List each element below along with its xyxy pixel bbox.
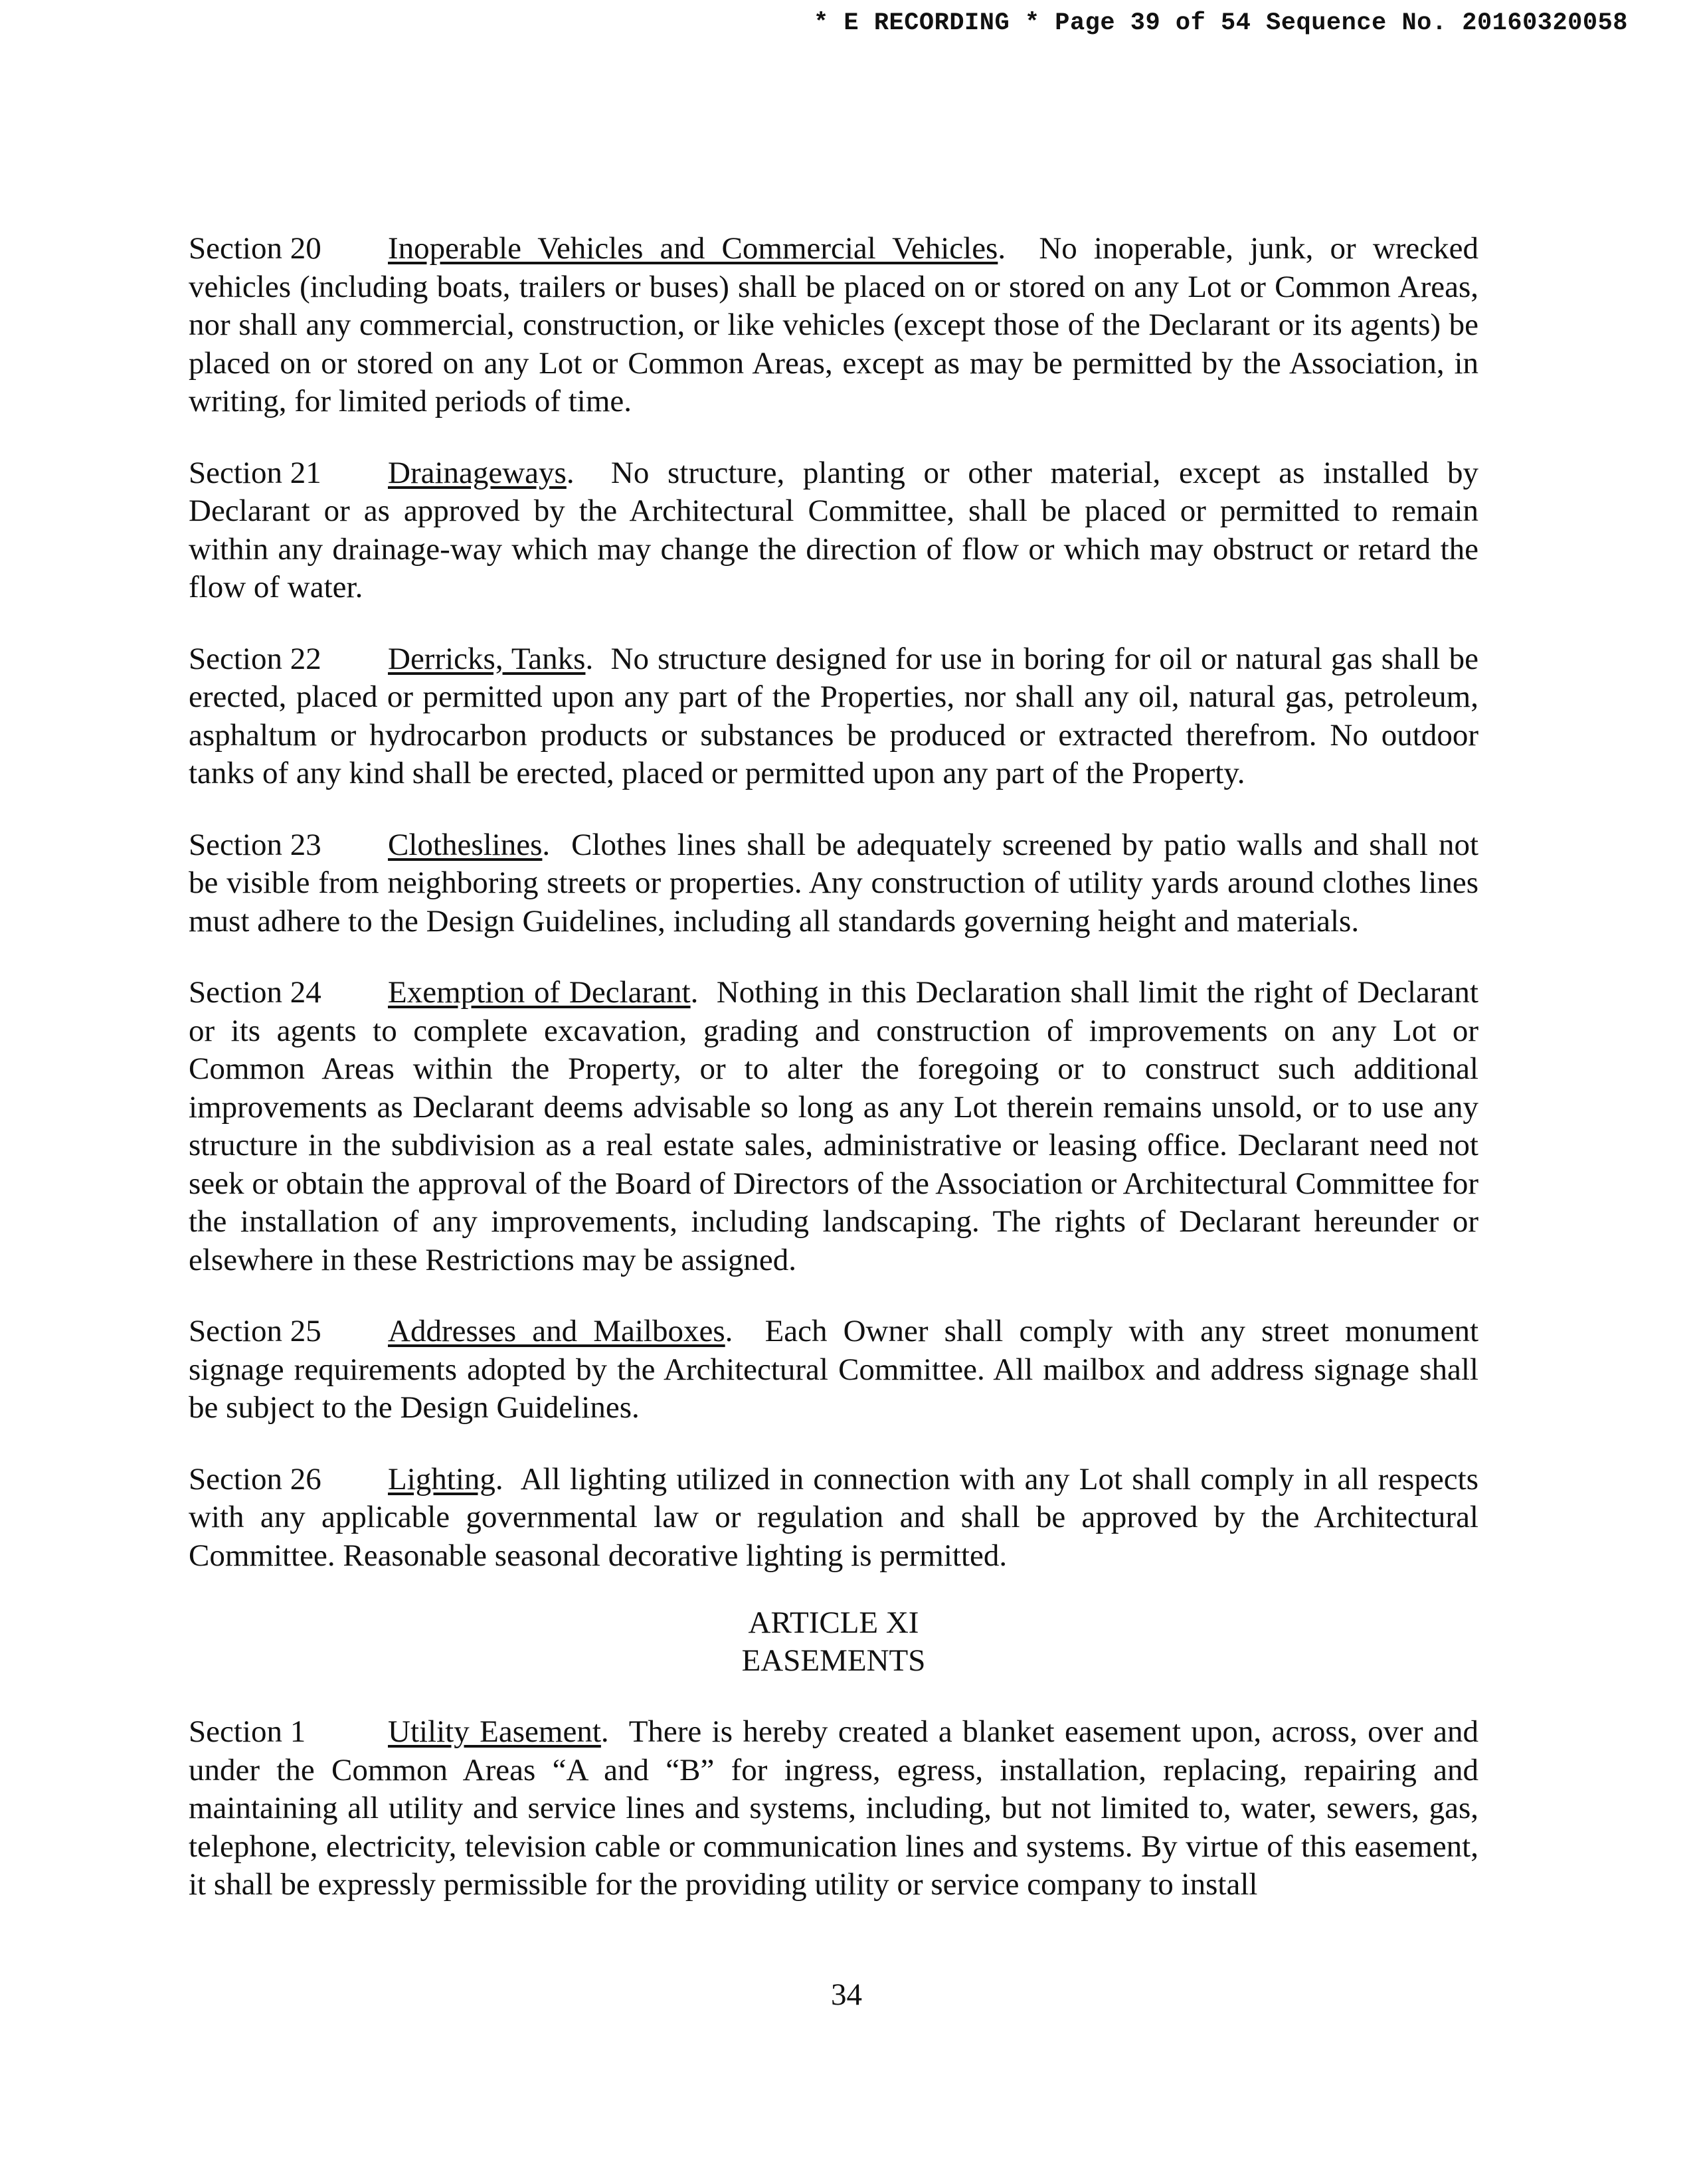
document-body: [189, 230, 1478, 1938]
section-title: Clotheslines: [388, 827, 543, 862]
article-heading: [189, 1604, 1478, 1680]
section-text: All lighting utilized in connection with any Lot shall comply in all respects with any applicable governmental law or regulation and shall be approved by the Architectural Committee. Reasonable seasonal decorative lighting is permitted.: [189, 1461, 1478, 1573]
article-title: EASEMENTS: [741, 1643, 926, 1678]
section-label: Section 1: [189, 1714, 306, 1749]
section-text: No structure, planting or other material, except as installed by Declarant or as approved by the Architectural Committee, shall be placed or permitted to remain within any drainage-way which may change the direction of flow or which may obstruct or retard the flow of water.: [189, 455, 1478, 604]
section-text: No structure designed for use in boring for oil or natural gas shall be erected, placed or permitted upon any part of the Properties, nor shall any oil, natural gas, petroleum, asphaltum or hydrocarbon products or substances be produced or extracted therefrom. No outdoor tanks of any kind shall be erected, placed or permitted upon any part of the Property.: [189, 641, 1479, 790]
section-26: Section 26 Lighting. All lighting utilized in connection with any Lot shall comply in all respects with any applicable governmental law or regulation and shall be approved by the Architectural Committee. Reasonable seasonal decorative lighting is permitted.: [189, 1461, 1478, 1573]
section-title: Lighting: [388, 1461, 495, 1497]
section-label: Section 22: [189, 641, 321, 676]
section-title: Inoperable Vehicles and Commercial Vehicles: [388, 231, 998, 266]
section-title: Addresses and Mailboxes: [388, 1314, 725, 1348]
section-label: Section 21: [189, 455, 321, 490]
section-text: Each Owner shall comply with any street monument signage requirements adopted by the Architectural Committee. All mailbox and address signage shall be subject to the Design Guidelines.: [189, 1314, 1479, 1425]
section-text: Nothing in this Declaration shall limit the right of Declarant or its agents to complete excavation, grading and construction of improvements on any Lot or Common Areas within the Property, or to alter the foregoing or to construct such additional improvements as Declarant deems advisable so long as any Lot therein remains unsold, or to use any structure in the subdivision as a real estate sales, administrative or leasing office. Declarant need not seek or obtain the approval of the Board of Directors of the Association or Architectural Committee for the installation of any improvements, including landscaping. The rights of Declarant hereunder or elsewhere in these Restrictions may be assigned.: [189, 975, 1478, 1277]
section-label: Section 23: [189, 827, 321, 862]
section-25: Section 25 Addresses and Mailboxes. Each Owner shall comply with any street monument signage requirements adopted by the Architectural Committee. All mailbox and address signage shall be subject to the Design Guidelines.: [189, 1314, 1479, 1425]
page-number: 34: [831, 1977, 862, 2012]
section-title: Drainageways: [388, 455, 567, 490]
section-title: Exemption of Declarant: [388, 975, 691, 1010]
section-text: No inoperable, junk, or wrecked vehicles (including boats, trailers or buses) shall be placed on or stored on any Lot or Common Areas, nor shall any commercial, construction, or like vehicles (except those of the Declarant or its agents) be placed on or stored on any Lot or Common Areas, except as may be permitted by the Association, in writing, for limited periods of time.: [189, 231, 1478, 418]
article-section-1: Section 1 Utility Easement. There is hereby created a blanket easement upon, across, over and under the Common Areas “A and “B” for ingress, egress, installation, replacing, repairing and maintaining all utility and service lines and systems, including, but not limited to, water, sewers, gas, telephone, electricity, television cable or communication lines and systems. By virtue of this easement, it shall be expressly permissible for the providing utility or service company to install: [189, 1714, 1478, 1902]
section-text: There is hereby created a blanket easement upon, across, over and under the Common Areas “A and “B” for ingress, egress, installation, replacing, repairing and maintaining all utility and service lines and systems, including, but not limited to, water, sewers, gas, telephone, electricity, television cable or communication lines and systems. By virtue of this easement, it shall be expressly permissible for the providing utility or service company to install: [189, 1714, 1478, 1902]
section-title: Derricks, Tanks: [388, 641, 586, 676]
section-text: Clothes lines shall be adequately screened by patio walls and shall not be visible from neighboring streets or properties. Any construction of utility yards around clothes lines must adhere to the Design Guidelines, including all standards governing height and materials.: [189, 827, 1478, 939]
section-title: Utility Easement: [388, 1714, 601, 1749]
section-22: Section 22 Derricks, Tanks. No structure designed for use in boring for oil or natural gas shall be erected, placed or permitted upon any part of the Properties, nor shall any oil, natural gas, petroleum, asphaltum or hydrocarbon products or substances be produced or extracted therefrom. No outdoor tanks of any kind shall be erected, placed or permitted upon any part of the Property.: [189, 641, 1479, 790]
article-number: ARTICLE XI: [748, 1605, 919, 1640]
section-label: Section 20: [189, 231, 321, 266]
recording-header: * E RECORDING * Page 39 of 54 Sequence No. 20160320058: [814, 9, 1628, 37]
section-label: Section 26: [189, 1461, 321, 1497]
section-20: Section 20 Inoperable Vehicles and Commercial Vehicles. No inoperable, junk, or wrecked vehicles (including boats, trailers or buses) shall be placed on or stored on any Lot or Common Areas, nor shall any commercial, construction, or like vehicles (except those of the Declarant or its agents) be placed on or stored on any Lot or Common Areas, except as may be permitted by the Association, in writing, for limited periods of time.: [189, 231, 1478, 418]
section-24: Section 24 Exemption of Declarant. Nothing in this Declaration shall limit the right of Declarant or its agents to complete excavation, grading and construction of improvements on any Lot or Common Areas within the Property, or to alter the foregoing or to construct such additional improvements as Declarant deems advisable so long as any Lot therein remains unsold, or to use any structure in the subdivision as a real estate sales, administrative or leasing office. Declarant need not seek or obtain the approval of the Board of Directors of the Association or Architectural Committee for the installation of any improvements, including landscaping. The rights of Declarant hereunder or elsewhere in these Restrictions may be assigned.: [189, 975, 1478, 1277]
section-21: Section 21 Drainageways. No structure, planting or other material, except as installed by Declarant or as approved by the Architectural Committee, shall be placed or permitted to remain within any drainage-way which may change the direction of flow or which may obstruct or retard the flow of water.: [189, 455, 1478, 604]
section-label: Section 24: [189, 975, 321, 1010]
section-23: Section 23 Clotheslines. Clothes lines shall be adequately screened by patio walls and shall not be visible from neighboring streets or properties. Any construction of utility yards around clothes lines must adhere to the Design Guidelines, including all standards governing height and materials.: [189, 827, 1478, 939]
section-label: Section 25: [189, 1314, 321, 1348]
